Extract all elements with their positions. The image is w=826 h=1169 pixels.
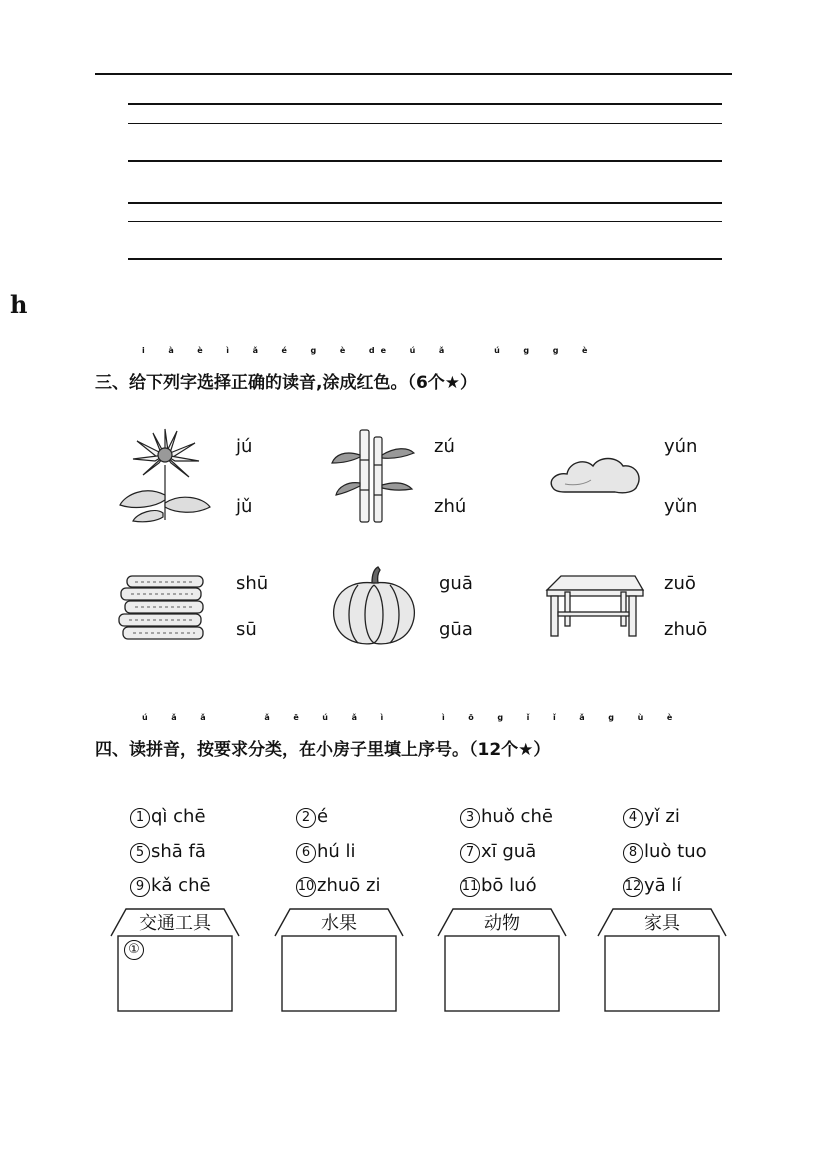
section4-title: 四、读拼音，按要求分类，在小房子里填上序号。（12个★） (95, 740, 551, 760)
section3-pinyin-ruby: i à è ì ǎ é g è de ú ǎ ú g g è (142, 346, 594, 355)
pumpkin-icon (328, 565, 420, 647)
writing-line-2a (128, 202, 722, 204)
word-item: 1 qì chē (130, 806, 206, 828)
word-item: 12 yā lí (624, 875, 682, 896)
top-rule (95, 73, 732, 75)
word-item: 4 yǐ zi (623, 806, 680, 828)
choice-gua[interactable]: guā (439, 573, 473, 594)
word-item: 10 zhuō zi (297, 875, 381, 896)
writing-line-2b (128, 221, 722, 222)
section4-pinyin-ruby: ú ǎ ǎ ǎ ē ú ǎ ì ì ō g ǐ ǐ ǎ g ù è (142, 713, 679, 722)
house-answer: ① (124, 940, 144, 960)
choice-juA[interactable]: jú (236, 436, 253, 457)
choice-yun3[interactable]: yǔn (664, 496, 698, 517)
choice-zhu[interactable]: zhú (434, 496, 467, 517)
choice-zuo[interactable]: zuō (664, 573, 696, 594)
word-item: 11 bō luó (461, 875, 537, 896)
writing-line-2c (128, 258, 722, 260)
choice-shu[interactable]: shū (236, 573, 269, 594)
choice-zu[interactable]: zú (434, 436, 455, 457)
choice-gua2[interactable]: gūa (439, 619, 473, 640)
chrysanthemum-icon (115, 425, 215, 525)
choice-yun[interactable]: yún (664, 436, 698, 457)
word-item: 3 huǒ chē (460, 806, 553, 828)
choice-juB[interactable]: jǔ (236, 496, 253, 517)
table-icon (543, 572, 645, 640)
stray-mark: h (10, 290, 28, 319)
word-item: 6 hú li (296, 841, 356, 863)
house-furniture[interactable] (597, 908, 727, 1012)
section3-title: 三、给下列字选择正确的读音,涂成红色。（6个★） (95, 373, 478, 393)
word-item: 9 kǎ chē (130, 875, 211, 897)
writing-line-1c (128, 160, 722, 162)
house-fruit[interactable] (274, 908, 404, 1012)
choice-zhuo[interactable]: zhuō (664, 619, 708, 640)
word-item: 5 shā fā (130, 841, 206, 863)
cloud-icon (545, 450, 645, 500)
house-transport[interactable] (110, 908, 240, 1012)
choice-su[interactable]: sū (236, 619, 257, 640)
house-label: 家具 (644, 913, 680, 934)
writing-line-1b (128, 123, 722, 124)
house-animal[interactable] (437, 908, 567, 1012)
word-item: 2 é (296, 806, 328, 828)
word-item: 7 xī guā (460, 841, 536, 863)
word-item: 8 luò tuo (623, 841, 707, 863)
writing-line-1a (128, 103, 722, 105)
bamboo-icon (330, 425, 415, 525)
books-icon (115, 573, 215, 641)
house-label: 动物 (484, 913, 520, 934)
house-label: 交通工具 (139, 913, 211, 934)
house-label: 水果 (321, 913, 357, 934)
